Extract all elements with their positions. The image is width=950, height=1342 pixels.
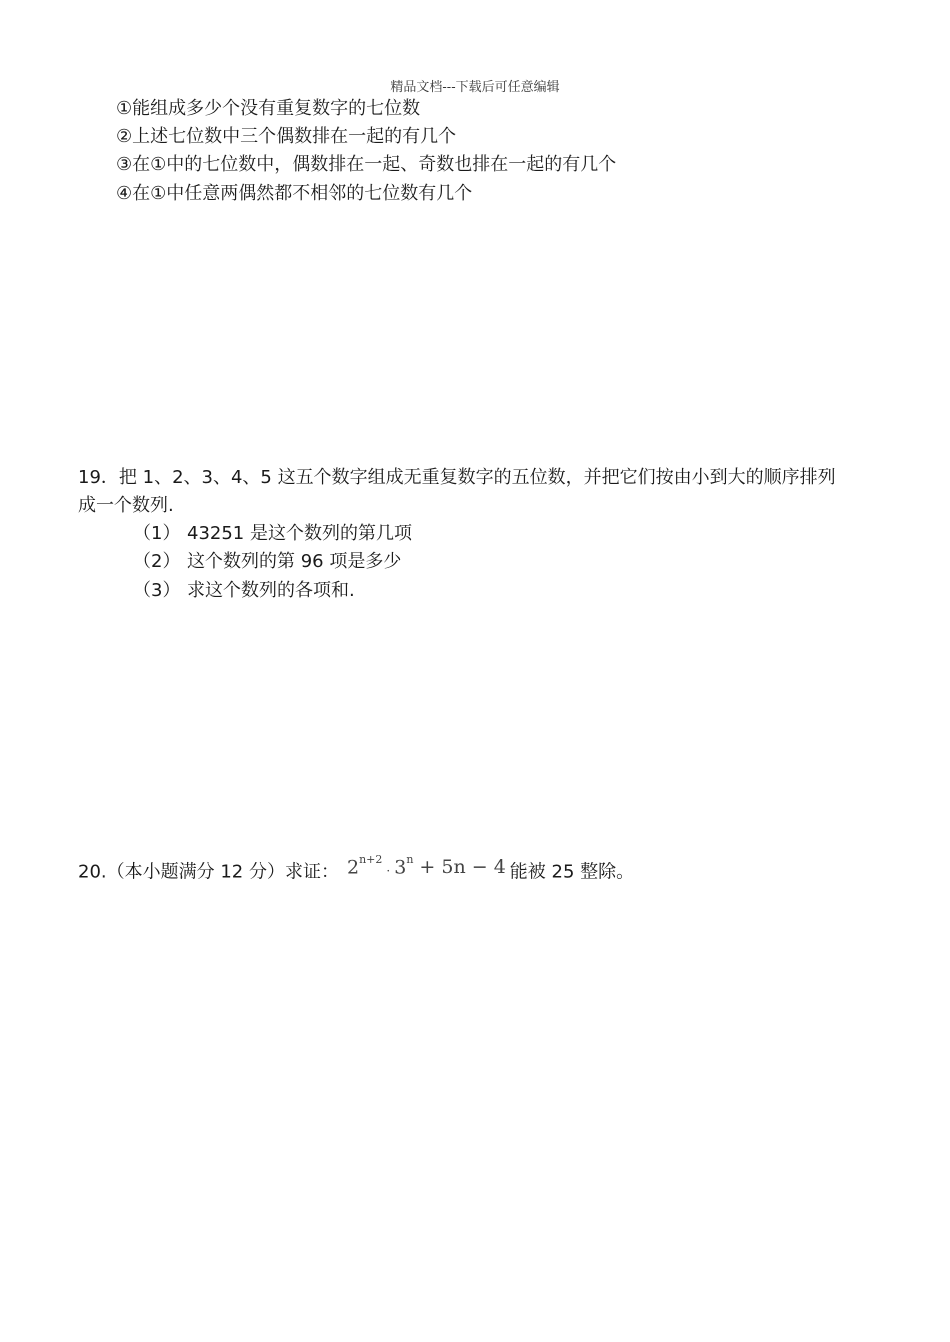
q19-item-1-text: 43251 是这个数列的第几项 [187, 523, 412, 544]
formula-dot: · [386, 864, 391, 879]
page-header: 精品文档---下载后可任意编辑 [390, 80, 560, 95]
q19-item-2-number: （2） [133, 551, 181, 572]
q18-subquestion-3: ③在①中的七位数中，偶数排在一起、奇数也排在一起的有几个 [116, 154, 617, 175]
q19-question-line2: 成一个数列. [78, 495, 174, 516]
q19-item-1-number: （1） [133, 523, 181, 544]
formula-tail: + 5n − 4 [419, 856, 506, 879]
q18-subquestion-1: ①能组成多少个没有重复数字的七位数 [116, 98, 421, 119]
q19-question-line1: 19．把 1、2、3、4、5 这五个数字组成无重复数字的五位数，并把它们按由小到大的顺序排列 [78, 467, 836, 488]
formula-base-3: 3 [394, 856, 407, 879]
q18-subquestion-2: ②上述七位数中三个偶数排在一起的有几个 [116, 126, 457, 147]
q20-suffix: 能被 25 整除。 [509, 861, 635, 883]
q19-item-3-text: 求这个数列的各项和. [187, 580, 355, 601]
q20-question [78, 853, 635, 884]
q20-prefix: 20.（本小题满分 12 分）求证： [78, 861, 339, 883]
q18-subquestion-4: ④在①中任意两偶然都不相邻的七位数有几个 [116, 183, 473, 204]
q19-item-2-text: 这个数列的第 96 项是多少 [187, 551, 402, 572]
formula-exponent-1: n+2 [359, 853, 383, 866]
q19-item-3-number: （3） [133, 580, 181, 601]
formula-exponent-2: n [406, 853, 414, 866]
formula-base-2: 2 [346, 856, 360, 879]
q20-formula [347, 852, 506, 880]
